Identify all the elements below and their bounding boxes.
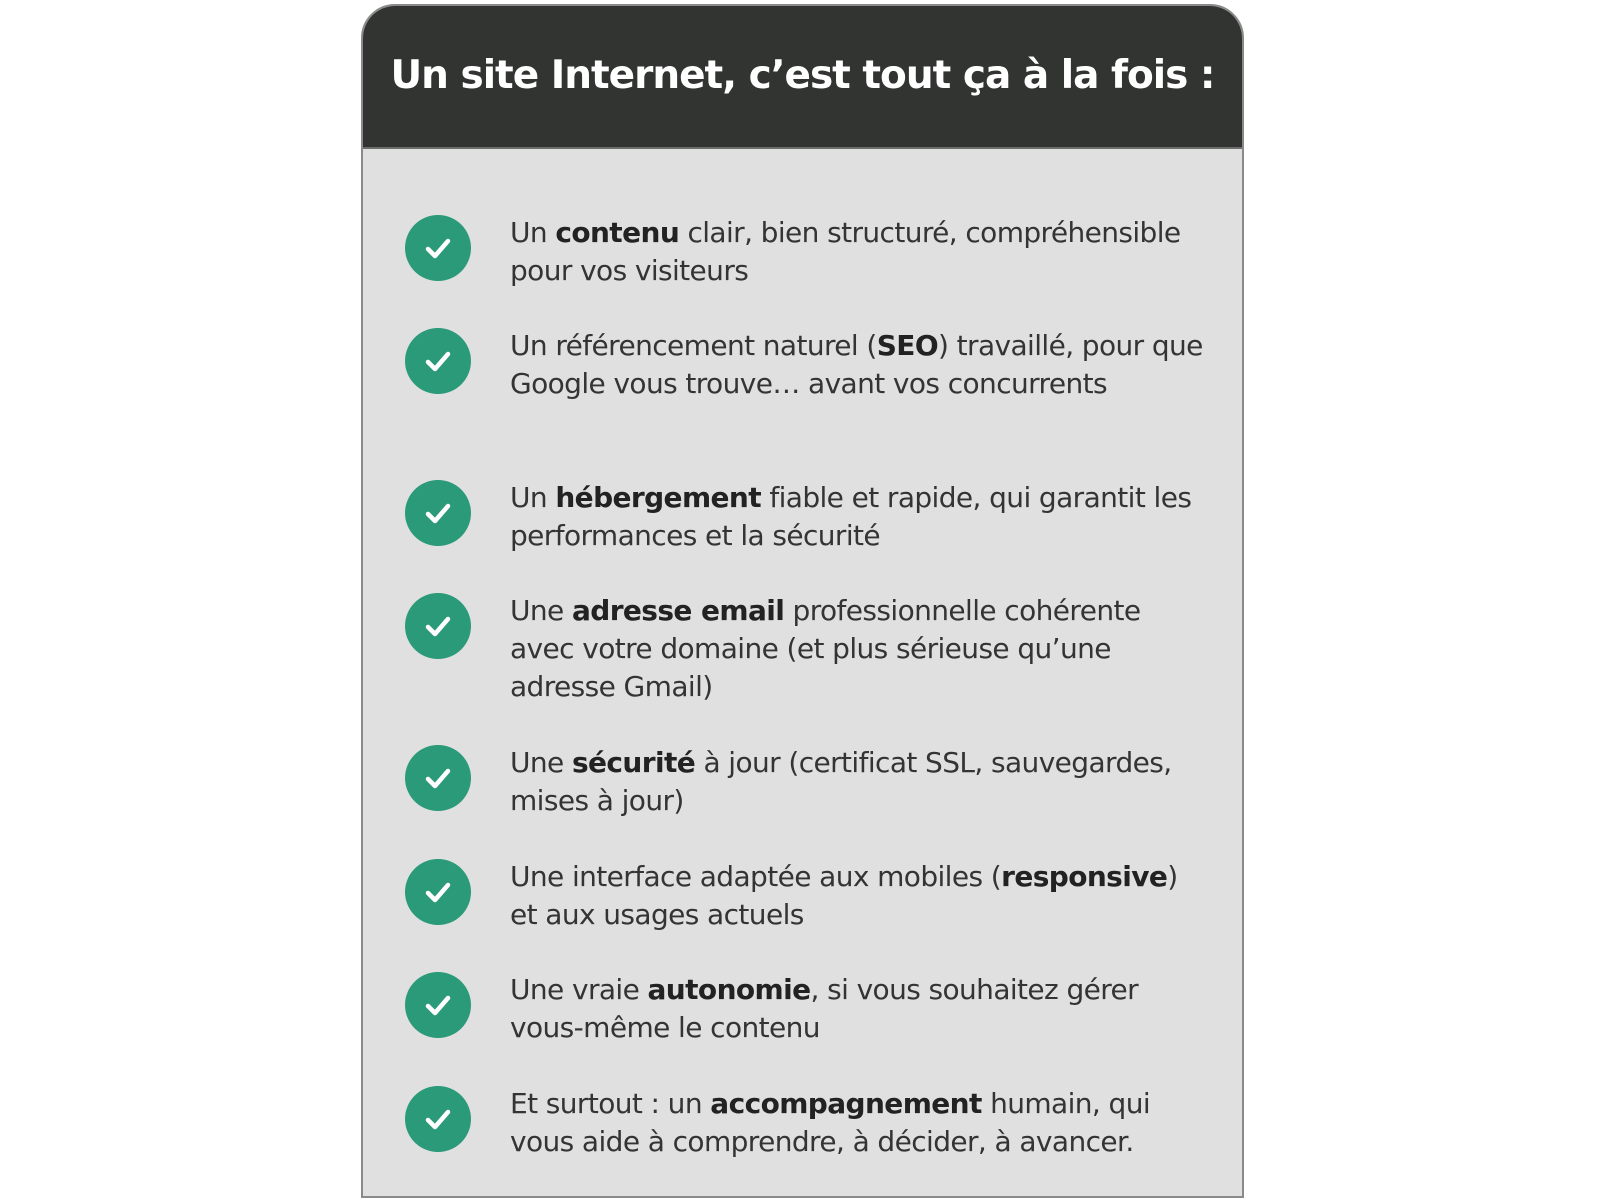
item-text-before: Un (510, 216, 556, 249)
item-text-after: fiable et rapide, qui garantit les performances et la sécurité (510, 481, 1192, 552)
item-text-before: Un (510, 481, 556, 514)
check-icon (405, 480, 471, 546)
item-text-before: Une vraie (510, 973, 648, 1006)
check-icon (405, 972, 471, 1038)
list-item-text (510, 592, 1210, 706)
item-text-after: , si vous souhaitez gérer vous-même le contenu (510, 973, 1139, 1044)
item-text-after: humain, qui vous aide à comprendre, à décider, à avancer. (510, 1087, 1151, 1158)
check-icon (405, 215, 471, 281)
item-text-bold: responsive (1001, 860, 1168, 893)
item-text-after: professionnelle cohérente avec votre domaine (et plus sérieuse qu’une adresse Gmail) (510, 594, 1141, 703)
item-text-after: ) travaillé, pour que Google vous trouve… avant vos concurrents (510, 329, 1203, 400)
item-text-before: Une (510, 746, 572, 779)
check-icon (405, 328, 471, 394)
item-text-bold: hébergement (555, 481, 762, 514)
list-item-text (510, 744, 1210, 820)
item-text-before: Une interface adaptée aux mobiles ( (510, 860, 1002, 893)
item-text-before: Et surtout : un (510, 1087, 711, 1120)
list-item-text (510, 214, 1210, 290)
list-item-text (510, 479, 1210, 555)
card-title: Un site Internet, c’est tout ça à la fois : (390, 53, 1215, 98)
check-icon (405, 593, 471, 659)
card-header (363, 6, 1242, 149)
item-text-bold: autonomie (647, 973, 811, 1006)
feature-card (361, 4, 1244, 1198)
list-item-text (510, 327, 1210, 403)
check-icon (405, 1086, 471, 1152)
item-text-after: clair, bien structuré, compréhensible pour vos visiteurs (510, 216, 1181, 287)
item-text-bold: accompagnement (710, 1087, 982, 1120)
item-text-bold: sécurité (571, 746, 696, 779)
item-text-after: ) et aux usages actuels (510, 860, 1178, 931)
item-text-before: Une (510, 594, 572, 627)
list-item-text (510, 858, 1210, 934)
item-text-after: à jour (certificat SSL, sauvegardes, mises à jour) (510, 746, 1172, 817)
item-text-bold: SEO (876, 329, 939, 362)
list-item-text (510, 1085, 1210, 1161)
check-icon (405, 859, 471, 925)
list-item-text (510, 971, 1210, 1047)
item-text-bold: adresse email (571, 594, 785, 627)
check-icon (405, 745, 471, 811)
item-text-before: Un référencement naturel ( (510, 329, 877, 362)
item-text-bold: contenu (555, 216, 680, 249)
